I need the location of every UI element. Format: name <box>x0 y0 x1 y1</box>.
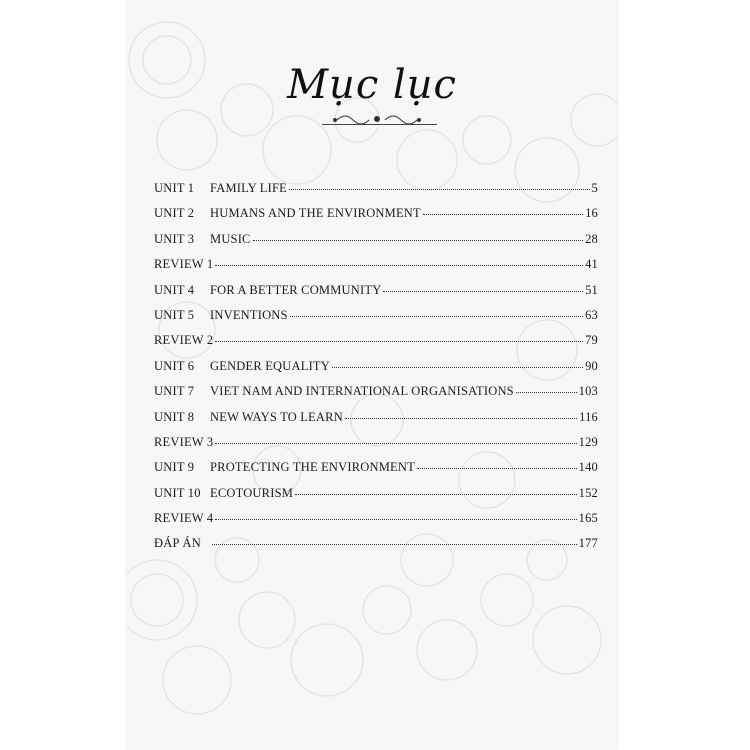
toc-page-number: 41 <box>585 257 598 272</box>
toc-page-number: 51 <box>585 282 598 297</box>
dot-leader <box>345 417 577 419</box>
dot-leader <box>215 264 583 266</box>
toc-row <box>154 486 598 511</box>
toc-page-number: 63 <box>585 307 598 322</box>
toc-page-number: 16 <box>585 206 598 221</box>
toc-page-number: 165 <box>578 511 598 526</box>
toc-row <box>154 308 598 333</box>
dot-leader <box>215 442 576 444</box>
toc-label: UNIT 8 <box>154 409 195 424</box>
toc-row <box>154 257 598 282</box>
toc-title: VIET NAM AND INTERNATIONAL ORGANISATIONS <box>210 384 514 399</box>
toc-row <box>154 511 598 536</box>
toc-label: REVIEW 3 <box>154 434 214 449</box>
toc-row <box>154 460 598 485</box>
toc-title: FOR A BETTER COMMUNITY <box>210 282 382 297</box>
dot-leader <box>295 493 577 495</box>
table-of-contents <box>154 181 598 562</box>
toc-page-number: 79 <box>585 333 598 348</box>
toc-label: REVIEW 2 <box>154 333 214 348</box>
toc-title: ECOTOURISM <box>210 485 294 500</box>
toc-page-number: 103 <box>578 384 598 399</box>
toc-row <box>154 181 598 206</box>
toc-label: UNIT 3 <box>154 231 195 246</box>
toc-row <box>154 359 598 384</box>
toc-title: PROTECTING THE ENVIRONMENT <box>210 460 415 475</box>
toc-page-number: 177 <box>578 536 598 551</box>
toc-page-number: 140 <box>578 460 598 475</box>
dot-leader <box>290 315 583 317</box>
toc-row <box>154 384 598 409</box>
toc-label: REVIEW 1 <box>154 257 214 272</box>
toc-label: UNIT 5 <box>154 307 195 322</box>
toc-title: HUMANS AND THE ENVIRONMENT <box>210 206 421 221</box>
toc-row <box>154 536 598 561</box>
toc-page-number: 116 <box>579 409 598 424</box>
toc-label: UNIT 10 <box>154 485 201 500</box>
toc-page-number: 129 <box>578 434 598 449</box>
toc-title: NEW WAYS TO LEARN <box>210 409 343 424</box>
dot-leader <box>289 188 590 190</box>
dot-leader <box>417 467 577 469</box>
toc-title: MUSIC <box>210 231 251 246</box>
toc-page-number: 5 <box>591 181 598 195</box>
book-page <box>127 0 617 750</box>
toc-title: INVENTIONS <box>210 307 288 322</box>
toc-row <box>154 410 598 435</box>
flourish-ornament-icon <box>317 108 437 128</box>
toc-label: UNIT 2 <box>154 206 195 221</box>
dot-leader <box>383 290 583 292</box>
toc-row <box>154 206 598 231</box>
toc-label: UNIT 1 <box>154 181 195 195</box>
dot-leader <box>253 239 584 241</box>
dot-leader <box>212 543 577 545</box>
toc-label: UNIT 6 <box>154 358 195 373</box>
toc-page-number: 90 <box>585 358 598 373</box>
toc-row <box>154 435 598 460</box>
toc-row <box>154 283 598 308</box>
toc-label: UNIT 4 <box>154 282 195 297</box>
toc-page-number: 152 <box>578 485 598 500</box>
dot-leader <box>423 213 583 215</box>
toc-label: UNIT 7 <box>154 384 195 399</box>
dot-leader <box>332 366 583 368</box>
toc-label: ĐÁP ÁN <box>154 536 201 551</box>
toc-page-number: 28 <box>585 231 598 246</box>
toc-title: FAMILY LIFE <box>210 181 287 195</box>
page-title: Mục lục <box>287 62 457 108</box>
dot-leader <box>215 518 576 520</box>
toc-label: UNIT 9 <box>154 460 195 475</box>
title-underline <box>322 124 437 125</box>
toc-row <box>154 232 598 257</box>
dot-leader <box>516 391 577 393</box>
toc-label: REVIEW 4 <box>154 511 214 526</box>
toc-title: GENDER EQUALITY <box>210 358 330 373</box>
toc-row <box>154 333 598 358</box>
dot-leader <box>215 340 583 342</box>
